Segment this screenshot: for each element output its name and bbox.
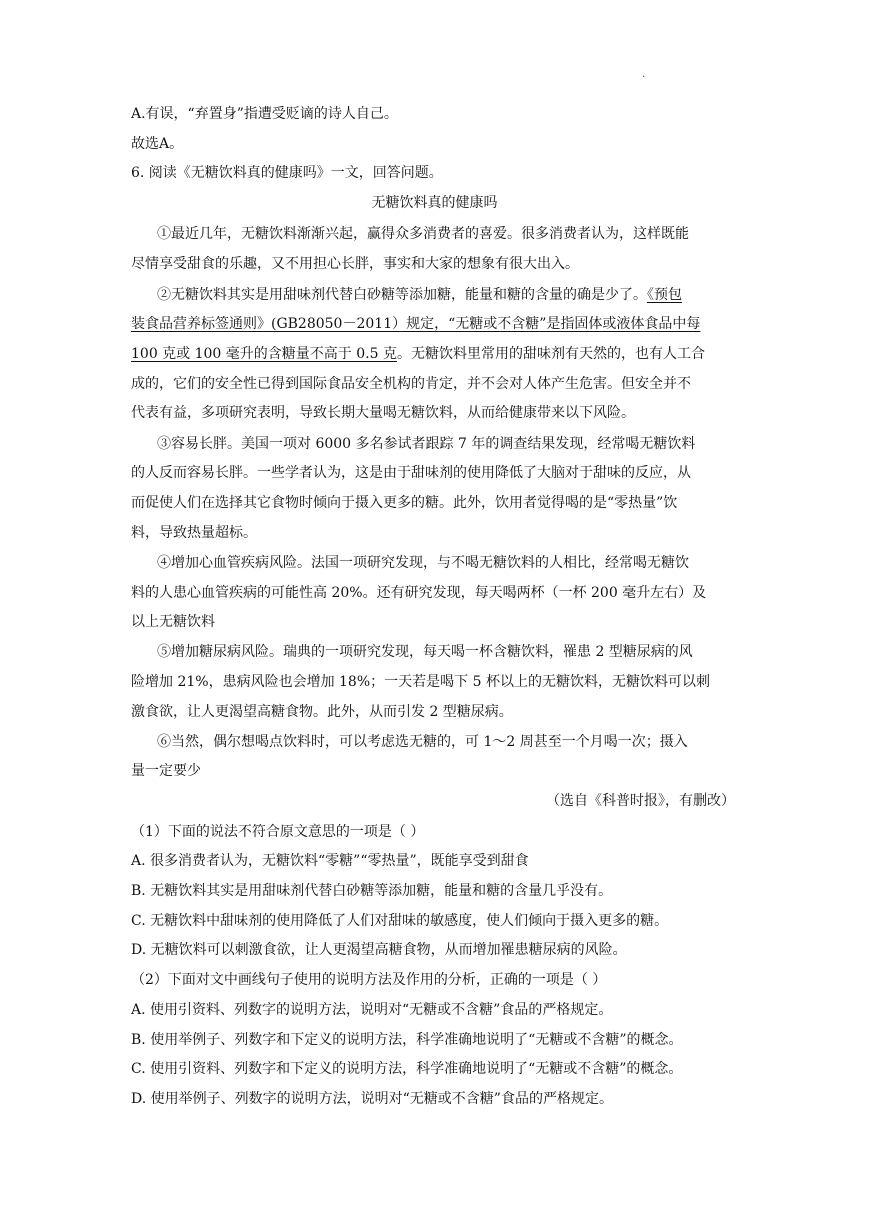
paragraph-1-line: 尽情享受甜食的乐趣，又不用担心长胖，事实和大家的想象有很大出入。 [131, 256, 579, 272]
paragraph-6-line: ⑥当然，偶尔想喝点饮料时，可以考虑选无糖的，可 1～2 周甚至一个月喝一次；摄入 [157, 734, 688, 750]
subquestion-1-option: B. 无糖饮料其实是用甜味剂代替白砂糖等添加糖，能量和糖的含量几乎没有。 [131, 883, 613, 899]
corner-mark: · [642, 72, 646, 83]
subquestion-2-option: B. 使用举例子、列数字和下定义的说明方法，科学准确地说明了“无糖或不含糖”的概念。 [131, 1032, 683, 1048]
question-6-prompt: 6. 阅读《无糖饮料真的健康吗》一文，回答问题。 [131, 165, 443, 181]
paragraph-6-line: 量一定要少 [131, 763, 201, 779]
paragraph-2-text: ②无糖饮料其实是用甜味剂代替白砂糖等添加糖，能量和糖的含量的确是少了。 [157, 287, 647, 303]
paragraph-2-line [157, 285, 682, 305]
paragraph-3-line: ③容易长胖。美国一项对 6000 多名参试者跟踪 7 年的调查结果发现，经常喝无糖饮料 [157, 436, 696, 452]
paragraph-4-line: ④增加心血管疾病风险。法国一项研究发现，与不喝无糖饮料的人相比，经常喝无糖饮 [157, 555, 689, 571]
paragraph-3-line: 料，导致热量超标。 [131, 525, 257, 541]
underlined-sentence: 《预包 [647, 287, 682, 303]
paragraph-3-line: 而促使人们在选择其它食物时倾向于摄入更多的糖。此外，饮用者觉得喝的是“零热量”饮 [131, 495, 678, 511]
subquestion-2-stem: （2）下面对文中画线句子使用的说明方法及作用的分析，正确的一项是（ ） [131, 972, 607, 988]
paragraph-2-text: 。无糖饮料里常用的甜味剂有天然的，也有人工合 [396, 346, 705, 362]
article-source: （选自《科普时报》，有删改） [546, 793, 735, 809]
subquestion-1-option: A. 很多消费者认为，无糖饮料“零糖”“零热量”，既能享受到甜食 [131, 853, 529, 869]
subquestion-1-option: C. 无糖饮料中甜味剂的使用降低了人们对甜味的敏感度，使人们倾向于摄入更多的糖。 [131, 913, 669, 929]
subquestion-1-stem: （1）下面的说法不符合原文意思的一项是（ ） [131, 824, 425, 840]
paragraph-5-line: ⑤增加糖尿病风险。瑞典的一项研究发现，每天喝一杯含糖饮料，罹患 2 型糖尿病的风 [157, 644, 693, 660]
paragraph-2-line: 成的，它们的安全性已得到国际食品安全机构的肯定，并不会对人体产生危害。但安全并不 [131, 376, 691, 392]
paragraph-1-line: ①最近几年，无糖饮料渐渐兴起，赢得众多消费者的喜爱。很多消费者认为，这样既能 [157, 226, 689, 242]
paragraph-4-line: 料的人患心血管疾病的可能性高 20%。还有研究发现，每天喝两杯（一杯 200 毫升左右）及 [131, 585, 707, 601]
paragraph-2-line [131, 344, 705, 364]
underlined-sentence: 100 克或 100 毫升的含糖量不高于 0.5 克 [131, 346, 397, 362]
previous-answer-line: A.有误，“弃置身”指遭受贬谪的诗人自己。 [131, 106, 398, 122]
subquestion-2-option: A. 使用引资料、列数字的说明方法，说明对“无糖或不含糖”食品的严格规定。 [131, 1002, 613, 1018]
previous-conclusion: 故选A。 [131, 136, 184, 152]
paragraph-5-line: 险增加 21%，患病风险也会增加 18%；一天若是喝下 5 杯以上的无糖饮料，无糖饮料可以刺 [131, 674, 710, 690]
subquestion-2-option: D. 使用举例子、列数字的说明方法，说明对“无糖或不含糖”食品的严格规定。 [131, 1091, 613, 1107]
paragraph-4-line: 以上无糖饮料 [131, 614, 215, 630]
paragraph-3-line: 的人反而容易长胖。一些学者认为，这是由于甜味剂的使用降低了大脑对于甜味的反应，从 [131, 465, 691, 481]
paragraph-5-line: 激食欲，让人更渴望高糖食物。此外，从而引发 2 型糖尿病。 [131, 704, 513, 720]
subquestion-1-option: D. 无糖饮料可以刺激食欲，让人更渴望高糖食物，从而增加罹患糖尿病的风险。 [131, 942, 627, 958]
underlined-sentence: 装食品营养标签通则》(GB28050－2011）规定，“无糖或不含糖”是指固体或液体食品中每 [131, 316, 701, 332]
article-title: 无糖饮料真的健康吗 [371, 195, 498, 211]
paragraph-2-line: 代表有益，多项研究表明，导致长期大量喝无糖饮料，从而给健康带来以下风险。 [131, 405, 635, 421]
subquestion-2-option: C. 使用引资料、列数字和下定义的说明方法，科学准确地说明了“无糖或不含糖”的概念。 [131, 1061, 683, 1077]
